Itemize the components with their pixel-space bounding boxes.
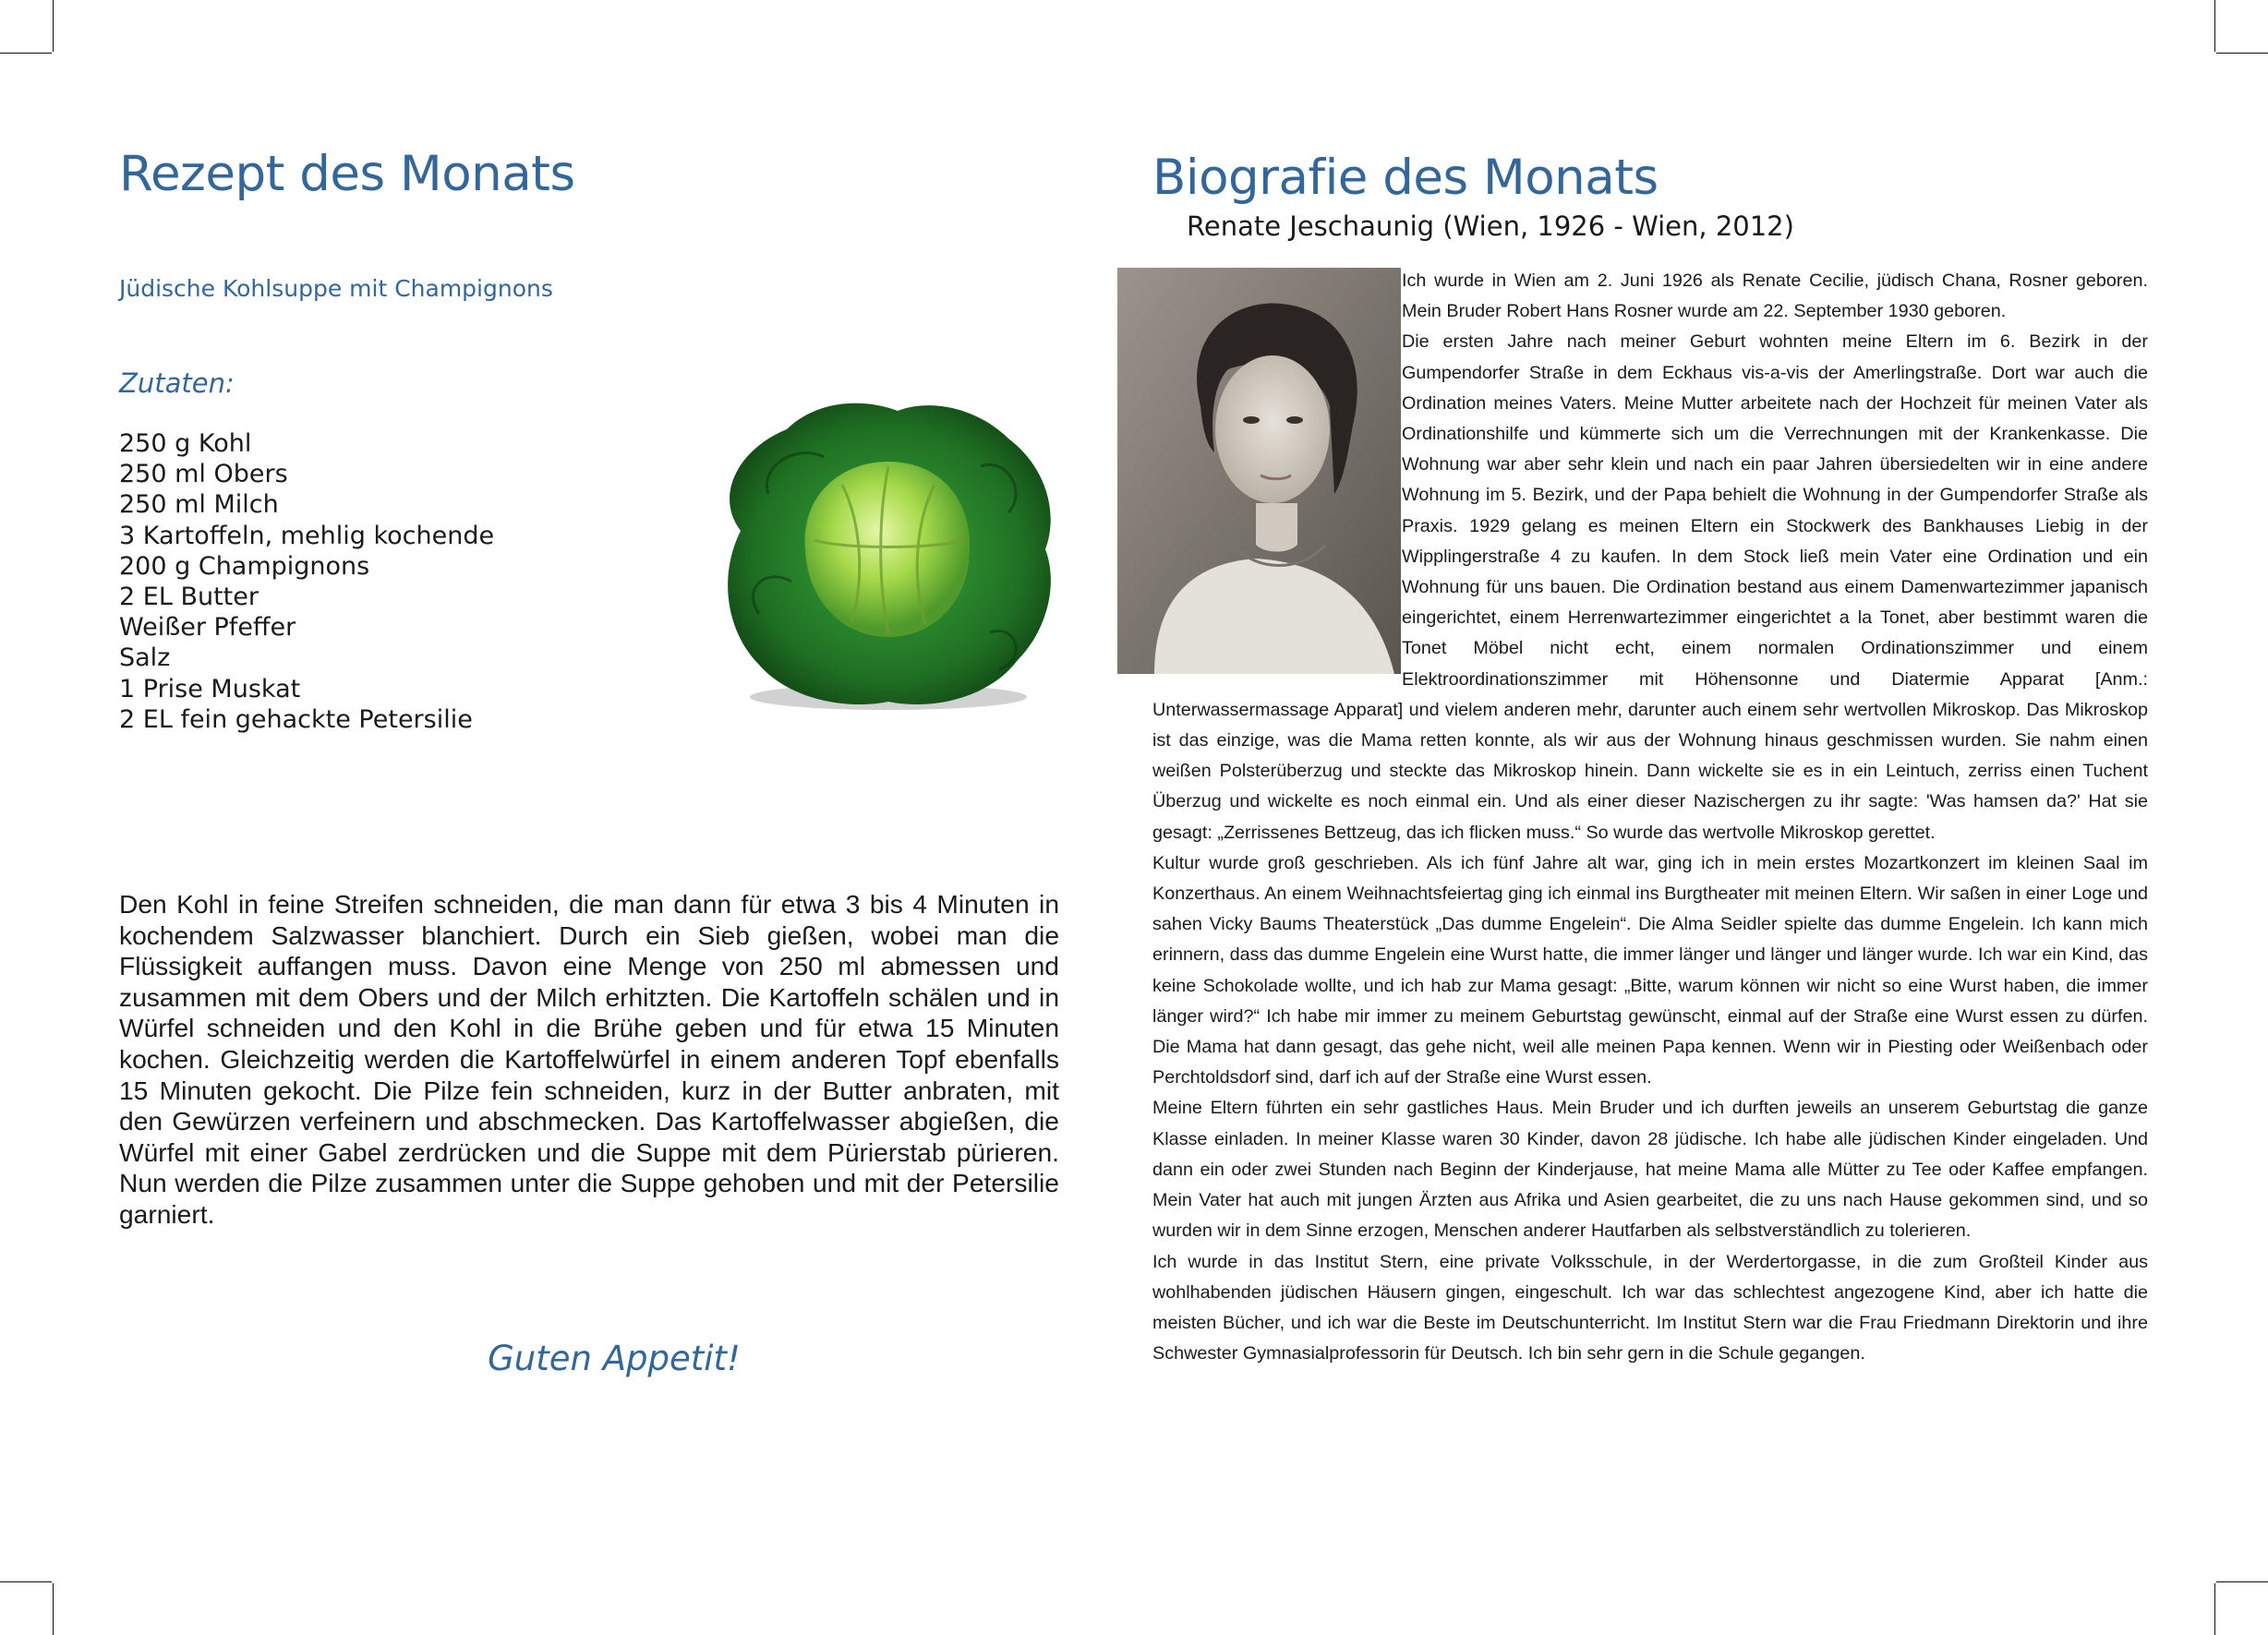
ingredient-item: 200 g Champignons — [119, 551, 370, 581]
closing-greeting: Guten Appetit! — [488, 1339, 741, 1378]
biography-text — [1152, 266, 2148, 1369]
ingredient-item: 250 g Kohl — [119, 429, 252, 458]
recipe-method: Den Kohl in feine Streifen schneiden, die man dann für etwa 3 bis 4 Minuten in kochendem Salzwasser blanchiert. Durch ein Sieb gießen, wobei man die Flüssigkeit auffangen muss. Davon eine Menge von 250 ml abmessen und zusammen mit dem Obers und der Milch erhitzten. Die Kartoffeln schälen und in Würfel schneiden und den Kohl in die Brühe geben und für etwa 15 Minuten kochen. Gleichzeitig werden die Kartoffelwürfel in einem anderen Topf ebenfalls 15 Minuten gekocht. Die Pilze fein schneiden, kurz in der Butter anbraten, mit den Gewürzen verfeinern und abschmecken. Das Kartoffelwasser abgießen, die Würfel mit einer Gabel zerdrücken und die Suppe mit dem Pürierstab pürieren. Nun werden die Pilze zusammen unter die Suppe gehoben und mit der Petersilie garniert. — [119, 889, 1059, 1229]
biography-paragraph: Die ersten Jahre nach meiner Geburt wohnten meine Eltern im 6. Bezirk in der Gumpendorfer Straße in dem Eckhaus vis-a-vis der Amerlingstraße. Dort war auch die Ordination meines Vaters. Meine Mutter arbeitete nach der Hochzeit für meinen Vater als Ordinationshilfe und kümmerte sich um die Verrechnungen mit der Krankenkasse. Die Wohnung war aber sehr klein und nach ein paar Jahren übersiedelten wir in eine andere Wohnung im 5. Bezirk, und der Papa behielt die Wohnung in der Gumpendorfer Straße als Praxis. 1929 gelang es meinen Eltern ein Stockwerk des Bankhauses Liebig in der Wipplingerstraße 4 zu kaufen. In dem Stock ließ mein Vater eine Ordination und ein Wohnung für uns bauen. Die Ordination bestand aus einem Damenwartezimmer japanisch eingerichtet, einem Herrenwartezimmer eingerichtet a la Tonet, aber bestimmt waren die Tonet Möbel nicht echt, einem normalen Ordinationszimmer und einem Elektroordinationszimmer mit Höhensonne und Diatermie Apparat [Anm.: Unterwassermassage Apparat] und vielem anderen mehr, darunter auch einem sehr wertvollen Mikroskop. Das Mikroskop ist das einzige, was die Mama retten konnte, als wir aus der Wohnung hinaus geschmissen wurden. Sie nahm einen weißen Polsterüberzug und steckte das Mikroskop hinein. Dann wickelte sie es in ein Leintuch, zerriss einen Tuchent Überzug und wickelte es noch einmal ein. Und als einer dieser Nazischergen zu ihr sagte: 'Was hamsen da?' Hat sie gesagt: „Zerrissenes Bettzeug, das ich flicken muss.“ So wurde das wertvolle Mikroskop gerettet. — [1152, 331, 2148, 843]
ingredient-item: 2 EL Butter — [119, 583, 259, 612]
crop-mark — [0, 1581, 52, 1582]
ingredient-item: Weißer Pfeffer — [119, 613, 296, 643]
biography-paragraph: Meine Eltern führten ein sehr gastliches Haus. Mein Bruder und ich durften jeweils an unserem Geburtstag die ganze Klasse einladen. In meiner Klasse waren 30 Kinder, davon 28 jüdische. Ich habe alle jüdischen Kinder eingeladen. Und dann ein oder zwei Stunden nach Beginn der Kinderjause, hat meine Mama alle Mütter zu Tee oder Kaffee empfangen. Mein Vater hat auch mit jungen Ärzten aus Afrika und Asien gearbeitet, die zu uns nach Hause gekommen sind, und so wurden wir in dem Sinne erzogen, Menschen anderer Hautfarben als selbstverständlich zu tolerieren. — [1152, 1098, 2148, 1242]
biography-page-title: Biografie des Monats — [1152, 150, 1659, 206]
crop-mark — [53, 0, 54, 52]
ingredient-item: Salz — [119, 643, 171, 673]
ingredient-item: 2 EL fein gehackte Petersilie — [119, 704, 473, 734]
ingredient-item: 250 ml Obers — [119, 460, 288, 489]
ingredient-item: 1 Prise Muskat — [119, 674, 301, 703]
biography-paragraph: Kultur wurde groß geschrieben. Als ich fünf Jahre alt war, ging ich in mein erstes Mozartkonzert im kleinen Saal im Konzerthaus. An einem Weihnachtsfeiertag ging ich einmal ins Burgtheater mit meinen Eltern. Wir saßen in einer Loge und sahen Vicky Baums Theaterstück „Das dumme Engelein“. Die Alma Seidler spielte das dumme Engelein. Ich kann mich erinnern, dass das dumme Engelein eine Wurst hatte, die immer länger und länger und länger wurde. Ich war ein Kind, das keine Schokolade wollte, und ich hab zur Mama gesagt: „Bitte, warum können wir nicht so eine Wurst haben, die immer länger wird?“ Ich habe mir immer zu meinem Geburtstag gewünscht, einmal auf der Straße eine Wurst essen zu dürfen. Die Mama hat dann gesagt, das gehe nicht, weil alle meinen Papa kennen. Wenn wir in Piesting oder Weißenbach oder Perchtoldsdorf sind, darf ich auf der Straße eine Wurst essen. — [1152, 852, 2148, 1088]
crop-mark — [53, 1583, 54, 1635]
crop-mark — [0, 53, 52, 54]
recipe-subtitle: Jüdische Kohlsuppe mit Champignons — [119, 275, 553, 302]
crop-mark — [2214, 1583, 2215, 1635]
crop-mark — [2214, 0, 2215, 52]
ingredient-item: 3 Kartoffeln, mehlig kochende — [119, 521, 495, 550]
portrait-float-space — [1152, 268, 1402, 679]
ingredients-heading: Zutaten: — [119, 367, 235, 399]
crop-mark — [2216, 1581, 2268, 1582]
recipe-page-title: Rezept des Monats — [119, 146, 575, 202]
biography-paragraph: Ich wurde in Wien am 2. Juni 1926 als Renate Cecilie, jüdisch Chana, Rosner geboren. Mein Bruder Robert Hans Rosner wurde am 22. September 1930 geboren. — [1402, 270, 2148, 322]
crop-mark — [2216, 53, 2268, 54]
ingredient-item: 250 ml Milch — [119, 490, 279, 520]
biography-paragraph: Ich wurde in das Institut Stern, eine private Volksschule, in der Werdertorgasse, in die zum Großteil Kinder aus wohlhabenden jüdischen Häusern gingen, eingeschult. Ich war das schlechtest angezogene Kind, aber ich hatte die meisten Bücher, und ich war die Beste im Deutschunterricht. Im Institut Stern war die Frau Friedmann Direktorin und ihre Schwester Gymnasialprofessorin für Deutsch. Ich bin sehr gern in die Schule gegangen. — [1152, 1251, 2148, 1365]
cabbage-image — [704, 392, 1059, 720]
ingredients-list — [119, 428, 494, 735]
biography-person: Renate Jeschaunig (Wien, 1926 - Wien, 2012) — [1187, 210, 1794, 242]
